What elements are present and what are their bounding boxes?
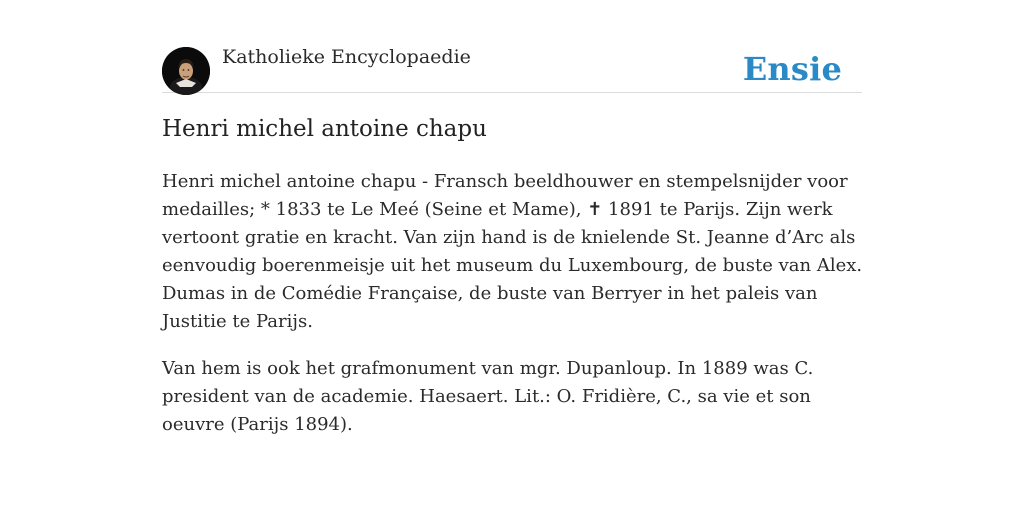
page-container — [162, 0, 863, 435]
article-paragraph-1: Henri michel antoine chapu - Fransch beeldhouwer en stempelsnijder voor medailles; * 1833 te Le Meé (Seine et Mame), ✝ 1891 te Parijs. Zijn werk vertoont gratie en kracht. Van zijn hand is de knielende St. Jeanne d’Arc als eenvoudig boerenmeisje uit het museum du Luxembourg, de buste van Alex. Dumas in de Comédie Française, de buste van Berryer in het paleis van Justitie te Parijs. — [162, 171, 863, 332]
article-paragraph-2: Van hem is ook het grafmonument van mgr. Dupanloup. In 1889 was C. president van de academie. Haesaert. Lit.: O. Fridière, C., sa vie et son oeuvre (Parijs 1894). — [162, 358, 814, 435]
ensie-logo[interactable]: Ensie — [742, 50, 842, 88]
source-name[interactable]: Katholieke Encyclopaedie — [222, 46, 471, 68]
header — [162, 0, 862, 93]
article-title: Henri michel antoine chapu — [162, 116, 487, 142]
article-body — [162, 168, 872, 458]
portrait-avatar-icon[interactable] — [162, 47, 210, 95]
